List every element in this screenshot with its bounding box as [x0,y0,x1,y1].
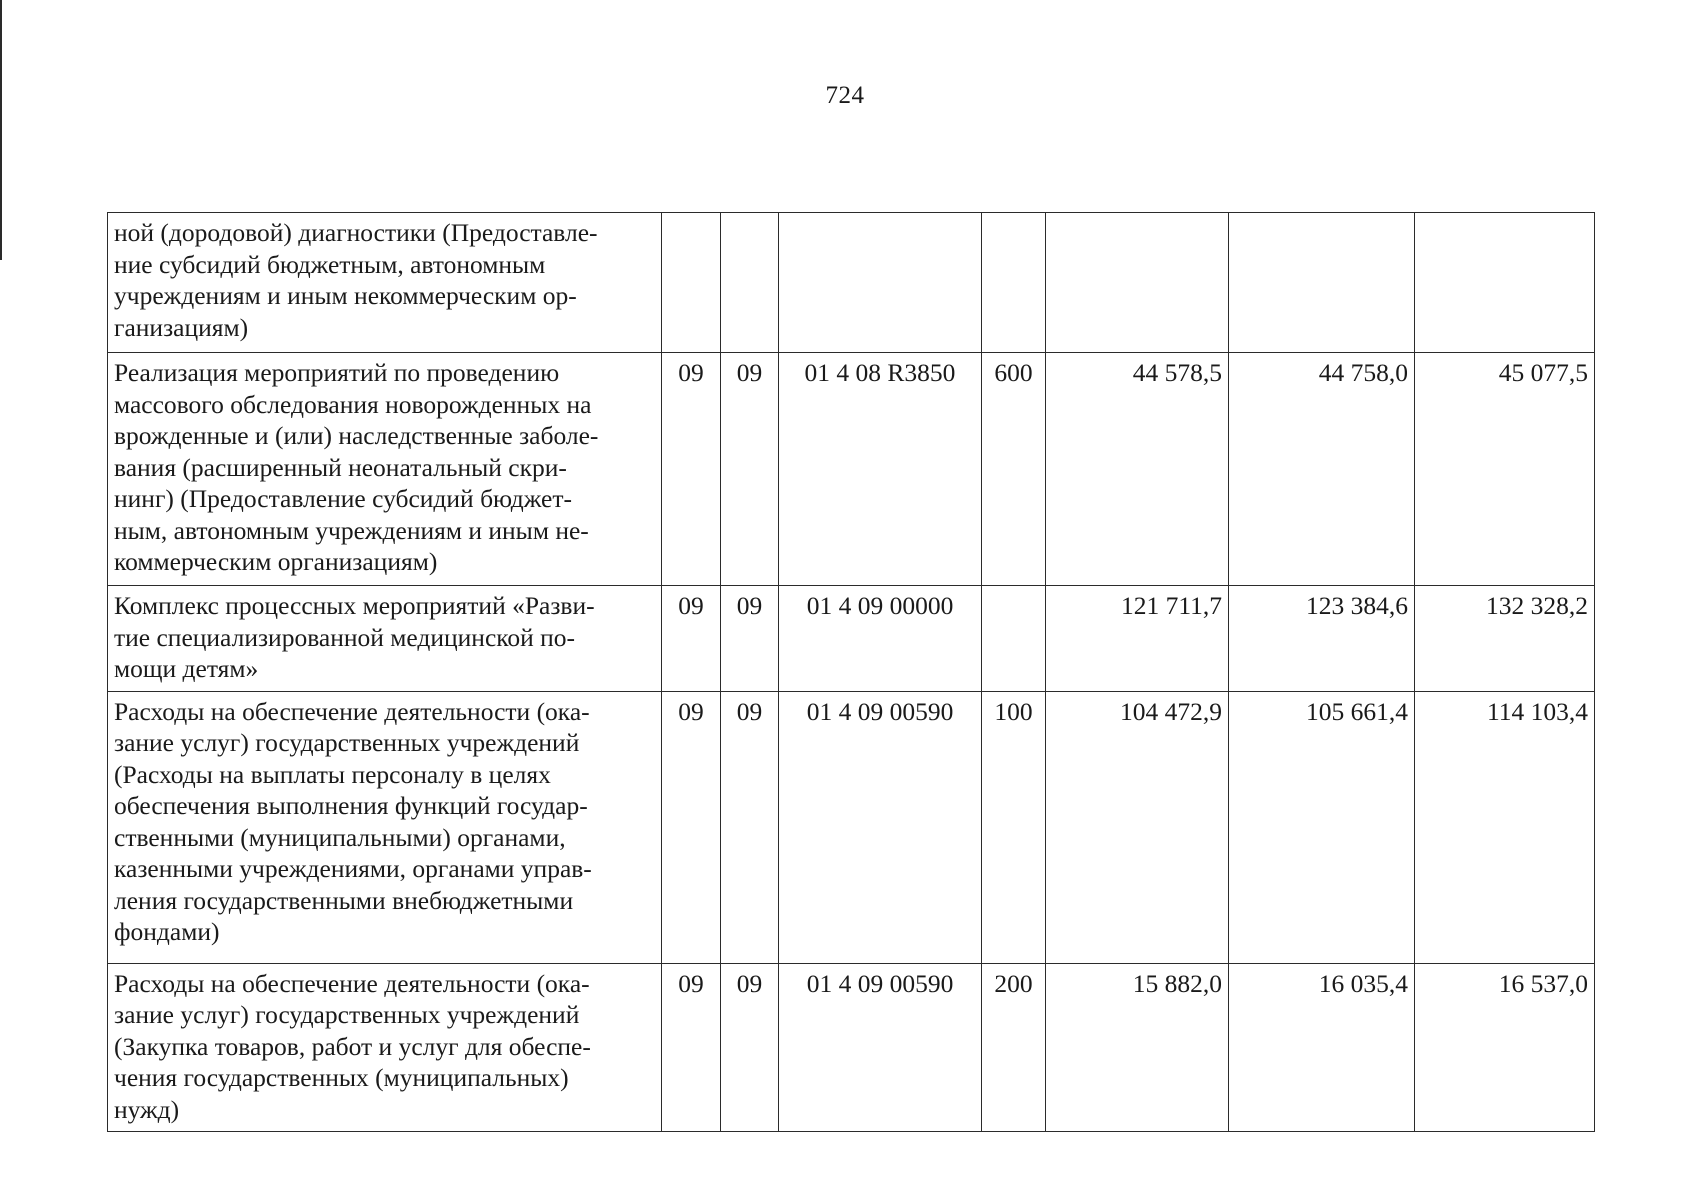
table-row [108,213,1595,353]
description-line: ления государственными внебюджетными [114,885,574,915]
table-row [108,353,1595,586]
description-line: (Закупка товаров, работ и услуг для обеспе- [114,1031,591,1061]
table-row [108,691,1595,963]
row-description [108,353,662,586]
description-line: Расходы на обеспечение деятельности (ока- [114,696,590,726]
amount-year-3: 114 103,4 [1415,691,1595,963]
amount-year-2: 16 035,4 [1229,963,1415,1132]
row-description [108,213,662,353]
target-article-code: 01 4 09 00590 [779,691,982,963]
description-line: ным, автономным учреждениям и иным не- [114,515,589,545]
target-article-code: 01 4 09 00590 [779,963,982,1132]
description-line: фондами) [114,917,220,946]
description-line: (Расходы на выплаты персоналу в целях [114,759,551,789]
description-line: вания (расширенный неонатальный скри- [114,452,567,482]
description-line: тие специализированной медицинской по- [114,622,576,652]
amount-year-3: 16 537,0 [1415,963,1595,1132]
amount-year-1: 121 711,7 [1046,586,1229,692]
subsection-code [721,213,779,353]
description-line: ганизациям) [114,312,249,342]
table-row [108,963,1595,1132]
description-line: казенными учреждениями, органами управ- [114,854,592,883]
row-description [108,963,662,1132]
description-line: ной (дородовой) диагностики (Предоставле- [114,218,598,247]
section-code: 09 [662,691,721,963]
description-line: обеспечения выполнения функций государ- [114,791,588,820]
description-line: зание услуг) государственных учреждений [114,728,580,757]
row-description [108,691,662,963]
expense-type-code [982,213,1046,353]
description-line: ние субсидий бюджетным, автономным [114,249,546,279]
table-body [108,213,1595,1132]
description-line: чения государственных (муниципальных) [114,1063,569,1092]
amount-year-1: 104 472,9 [1046,691,1229,963]
expense-type-code: 200 [982,963,1046,1132]
description-line: Расходы на обеспечение деятельности (ока- [114,968,590,998]
section-code: 09 [662,586,721,692]
page-number: 724 [825,82,865,109]
description-line: Комплекс процессных мероприятий «Разви- [114,591,595,620]
description-line: ственными (муниципальными) органами, [114,822,566,852]
target-article-code: 01 4 08 R3850 [779,353,982,586]
amount-year-2: 123 384,6 [1229,586,1415,692]
subsection-code: 09 [721,353,779,586]
amount-year-2: 44 758,0 [1229,353,1415,586]
description-line: зание услуг) государственных учреждений [114,1000,580,1029]
amount-year-1: 15 882,0 [1046,963,1229,1132]
amount-year-1: 44 578,5 [1046,353,1229,586]
subsection-code: 09 [721,586,779,692]
section-code: 09 [662,963,721,1132]
amount-year-1 [1046,213,1229,353]
budget-table [107,212,1595,1132]
amount-year-3: 45 077,5 [1415,353,1595,586]
description-line: массового обследования новорожденных на [114,389,592,419]
section-code: 09 [662,353,721,586]
amount-year-3 [1415,213,1595,353]
description-line: Реализация мероприятий по проведению [114,358,560,387]
description-line: коммерческим организациям) [114,547,438,576]
description-line: учреждениям и иным некоммерческим ор- [114,281,577,310]
expense-type-code [982,586,1046,692]
target-article-code [779,213,982,353]
amount-year-2: 105 661,4 [1229,691,1415,963]
target-article-code: 01 4 09 00000 [779,586,982,692]
description-line: врожденные и (или) наследственные заболе- [114,421,599,450]
scan-edge-line [0,0,2,260]
subsection-code: 09 [721,963,779,1132]
description-line: нужд) [114,1094,180,1124]
row-description [108,586,662,692]
description-line: мощи детям» [114,654,259,683]
section-code [662,213,721,353]
amount-year-2 [1229,213,1415,353]
amount-year-3: 132 328,2 [1415,586,1595,692]
table-row [108,586,1595,692]
description-line: нинг) (Предоставление субсидий бюджет- [114,484,573,513]
subsection-code: 09 [721,691,779,963]
expense-type-code: 100 [982,691,1046,963]
expense-type-code: 600 [982,353,1046,586]
